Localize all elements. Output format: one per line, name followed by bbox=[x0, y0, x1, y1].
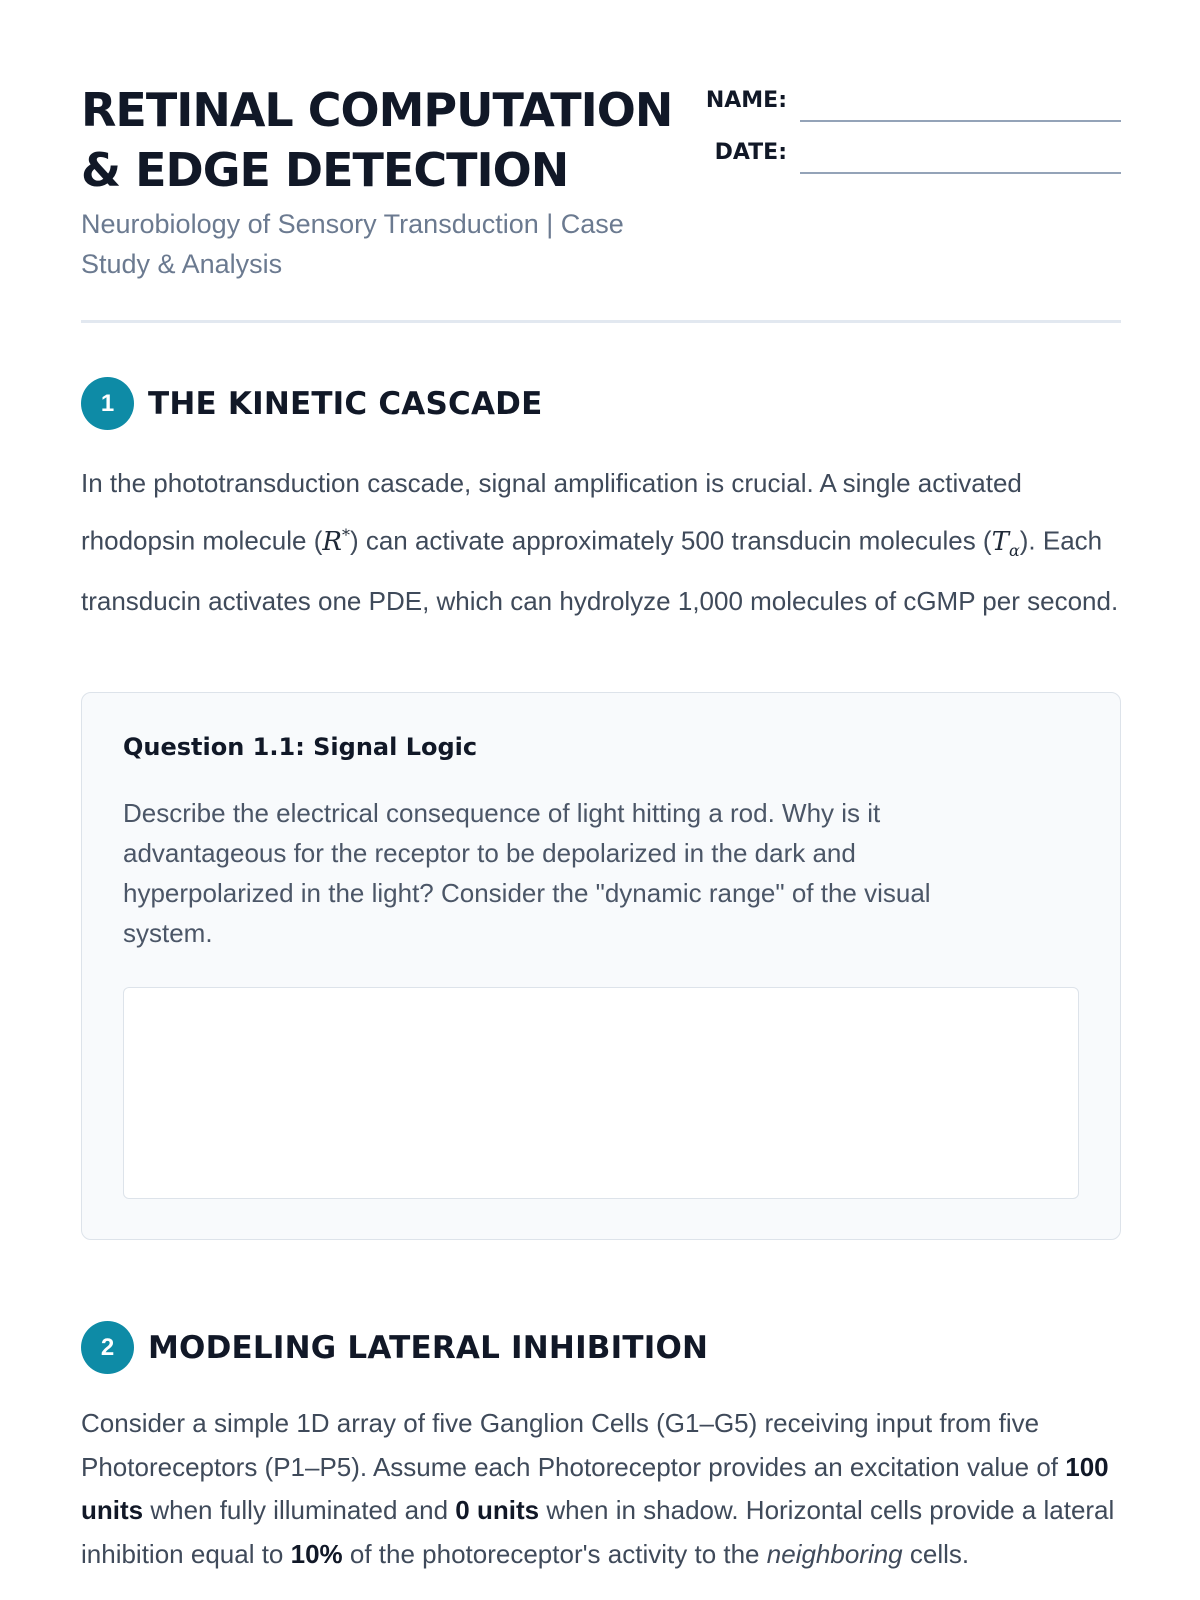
section-2-intro bbox=[81, 1402, 1121, 1576]
inhibition-percent: 10% bbox=[290, 1538, 343, 1569]
section-1-heading bbox=[81, 377, 1121, 431]
intro-text-2: ) can activate approximately 500 transducin molecules ( bbox=[349, 525, 992, 556]
intro2-text-3: when in shadow. Horizontal cells provide a lateral inhibition equal to bbox=[81, 1495, 1115, 1569]
rhodopsin-symbol: R* bbox=[322, 525, 350, 557]
answer-textarea[interactable] bbox=[123, 987, 1079, 1199]
header-divider bbox=[81, 320, 1121, 323]
intro-text-1: In the phototransduction cascade, signal amplification is crucial. A single activated rhodopsin molecule ( bbox=[81, 468, 1022, 556]
title-line-2: & EDGE DETECTION bbox=[81, 143, 569, 197]
question-card bbox=[81, 692, 1121, 1240]
section-2-title: MODELING LATERAL INHIBITION bbox=[148, 1330, 709, 1366]
name-field bbox=[701, 82, 1121, 122]
section-1-title: THE KINETIC CASCADE bbox=[148, 386, 543, 422]
title-line-1: RETINAL COMPUTATION bbox=[81, 83, 673, 137]
intro2-text-4: of the photoreceptor's activity to the bbox=[342, 1538, 767, 1569]
date-field bbox=[701, 134, 1121, 174]
page-title bbox=[81, 80, 721, 200]
section-1-intro bbox=[81, 458, 1121, 627]
neighboring-emphasis: neighboring bbox=[766, 1538, 903, 1569]
step-number-badge: 2 bbox=[81, 1321, 134, 1374]
question-title: Question 1.1: Signal Logic bbox=[123, 733, 478, 761]
date-label: DATE: bbox=[714, 140, 787, 165]
name-input-line[interactable] bbox=[800, 120, 1121, 122]
intro2-text-2: when fully illuminated and bbox=[143, 1495, 456, 1525]
intro2-text-5: cells. bbox=[902, 1538, 970, 1569]
intro2-text-1: Consider a simple 1D array of five Ganglion Cells (G1–G5) receiving input from five Photoreceptors (P1–P5). Assume each Photoreceptor provides an excitation value of bbox=[81, 1408, 1066, 1482]
date-input-line[interactable] bbox=[800, 172, 1121, 174]
name-label: NAME: bbox=[705, 88, 787, 113]
section-2-heading bbox=[81, 1321, 1121, 1375]
step-number-badge: 1 bbox=[81, 377, 134, 430]
transducin-symbol: $T_\alpha$ bbox=[991, 526, 1020, 560]
shadow-value: 0 units bbox=[455, 1495, 540, 1525]
question-prompt: Describe the electrical consequence of light hitting a rod. Why is it advantageous for the receptor to be depolarized in the dark and hyperpolarized in the light? Consider the "dynamic range" of the visual system. bbox=[123, 798, 931, 948]
worksheet-header bbox=[81, 80, 1121, 280]
intro-text-3: ). Each transducin activates one PDE, which can hydrolyze 1,000 molecules of cGMP per second. bbox=[81, 525, 1119, 616]
excitation-value: 100 units bbox=[81, 1451, 1109, 1525]
page-subtitle: Neurobiology of Sensory Transduction | Case Study & Analysis bbox=[81, 209, 624, 279]
